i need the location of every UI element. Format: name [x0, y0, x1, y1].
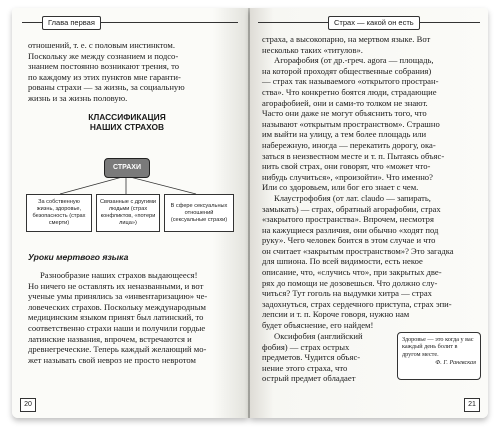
- text-line: нить свой страх, они говорят, что «может что-: [262, 161, 431, 172]
- title-line: НАШИХ СТРАХОВ: [89, 122, 165, 132]
- term-agoraphobia: Агорафобия (от др.-греч. agora — площадь,: [274, 55, 434, 66]
- text-line: называют «открытым пространством». Страшно: [262, 118, 440, 129]
- term-oxyphobia: Оксифобия (английский: [274, 331, 363, 341]
- text-line: жет называть свой невроз не просто невротом: [28, 354, 196, 365]
- right-body-text: [262, 34, 476, 331]
- diagram-arrow-right: [126, 176, 196, 194]
- text-line: руку». Чего человек боится в этом случае и что: [262, 235, 436, 246]
- text-line: читься? Тут гоголь на выдумки хитра — страх: [262, 288, 432, 299]
- text-line: он считает «закрытым пространством»? Это загадка: [262, 245, 454, 256]
- text-line: заться в неизвестном месте и т. п. Пытаясь объяс-: [262, 150, 445, 161]
- page-number-left: 20: [20, 398, 36, 412]
- text-line: острый предмет обладает: [262, 373, 356, 384]
- text-line: задохнуться, страх сердечного приступа, страх эпи-: [262, 298, 452, 309]
- text-line: страха, а высокопарно, на мертвом языке. Вот: [262, 34, 431, 44]
- text-line: предметов. Чудится объяс-: [262, 352, 361, 363]
- page-number-right: 21: [464, 398, 480, 412]
- text-line: набережную, иногда — перекатить дорогу, ока-: [262, 139, 436, 150]
- text-line: «закрытого пространства». Впрочем, несмотря: [262, 214, 434, 225]
- fears-center-box: СТРАХИ: [104, 158, 150, 178]
- left-page: [12, 8, 248, 418]
- text-line: Или со здоровьем, или бог его знает с чем.: [262, 182, 419, 193]
- text-line: Разнообразие наших страхов выдающееся!: [40, 270, 198, 280]
- quote-box: [397, 332, 481, 380]
- text-line: замыкать) — страх, обратный агорафобии, страх: [262, 203, 441, 214]
- text-line: Поскольку же между сознанием и подсо-: [28, 50, 179, 61]
- diagram-arrow-left: [60, 176, 126, 194]
- right-running-head: [258, 16, 480, 30]
- text-line: Часто они даже не могут объяснить того, что: [262, 108, 427, 119]
- term-claustrophobia: Клаустрофобия (от лат. claudo — запирать,: [274, 192, 431, 203]
- text-line: латинские названия, впрочем, встречаются и: [28, 333, 192, 344]
- text-line: — страх так называемого «открытого простран-: [262, 76, 439, 87]
- text-line: Но ничего не оставлять их неназванными, и вот: [28, 280, 204, 291]
- text-line: на кажущиеся различия, они обычно «ходят под: [262, 224, 439, 235]
- title-line: КЛАССИФИКАЦИЯ: [88, 112, 166, 122]
- text-line: рованы страхи — за жизнь, за социальную: [28, 82, 185, 93]
- quote-author: Ф. Г. Раневская: [435, 359, 476, 367]
- right-page: [250, 8, 488, 418]
- chapter-label: Глава первая: [42, 16, 101, 30]
- text-line: описание, что, «случись что», при закрытых две-: [262, 267, 442, 278]
- text-line: знанием постоянно возникают трения, то: [28, 61, 180, 72]
- text-line: ства». Что конкретно боятся люди, страдающие: [262, 86, 437, 97]
- text-line: ученые умы принялись за «инвентаризацию» че-: [28, 291, 208, 302]
- section-subheading: Уроки мертвого языка: [28, 252, 129, 262]
- text-line: на которой проходят общественные собрания): [262, 65, 432, 76]
- chapter-title-label: Страх — какой он есть: [328, 16, 420, 30]
- diagram-box-sexual: В сфере сексуальных отношений (сексуальные страхи): [164, 194, 234, 232]
- text-line: рях до помощи не дозовешься. Что должно слу-: [262, 277, 438, 288]
- text-line: медицинским языком принят был латинский, то: [28, 312, 204, 323]
- text-line: отношений, т. е. с половым инстинктом.: [28, 40, 176, 50]
- text-line: древнегреческие. Теперь каждый желающий мо-: [28, 344, 207, 355]
- diagram-box-people: Связанные с другими людьми (страх конфликтов, «потери лица»): [96, 194, 160, 232]
- text-line: нение этого страха, что: [262, 362, 348, 373]
- text-line: несколько таких «титулов».: [262, 44, 363, 55]
- diagram-box-life: За собственную жизнь, здоровье, безопасность (страх смерти): [26, 194, 92, 232]
- text-line: агорафобией, они и сами-то толком не знают.: [262, 97, 428, 108]
- text-line: жизнь и за жизнь половую.: [28, 92, 128, 103]
- quote-text: Здоровье — это когда у вас каждый день болит в другом месте.: [402, 336, 474, 358]
- text-line: соответственно страхи наши и получили гордые: [28, 322, 206, 333]
- text-line: нибудь случиться», «произойти». Что именно?: [262, 171, 433, 182]
- left-body-text: [28, 270, 236, 365]
- right-body-text-narrow: [262, 331, 392, 384]
- text-line: ловеческих страхов. Поскольку международным: [28, 301, 206, 312]
- text-line: фобия) — страх острых: [262, 341, 350, 352]
- text-line: лепсии и т. п. Короче говоря, нужно нам: [262, 309, 410, 320]
- text-line: будет объяснение, его найдем!: [262, 320, 374, 331]
- text-line: по каждому из этих пунктов мне гаранти-: [28, 71, 181, 82]
- text-line: им выйти на улицу, а тем более площадь или: [262, 129, 427, 140]
- text-line: для шпиона. По всей видимости, есть некое: [262, 256, 423, 267]
